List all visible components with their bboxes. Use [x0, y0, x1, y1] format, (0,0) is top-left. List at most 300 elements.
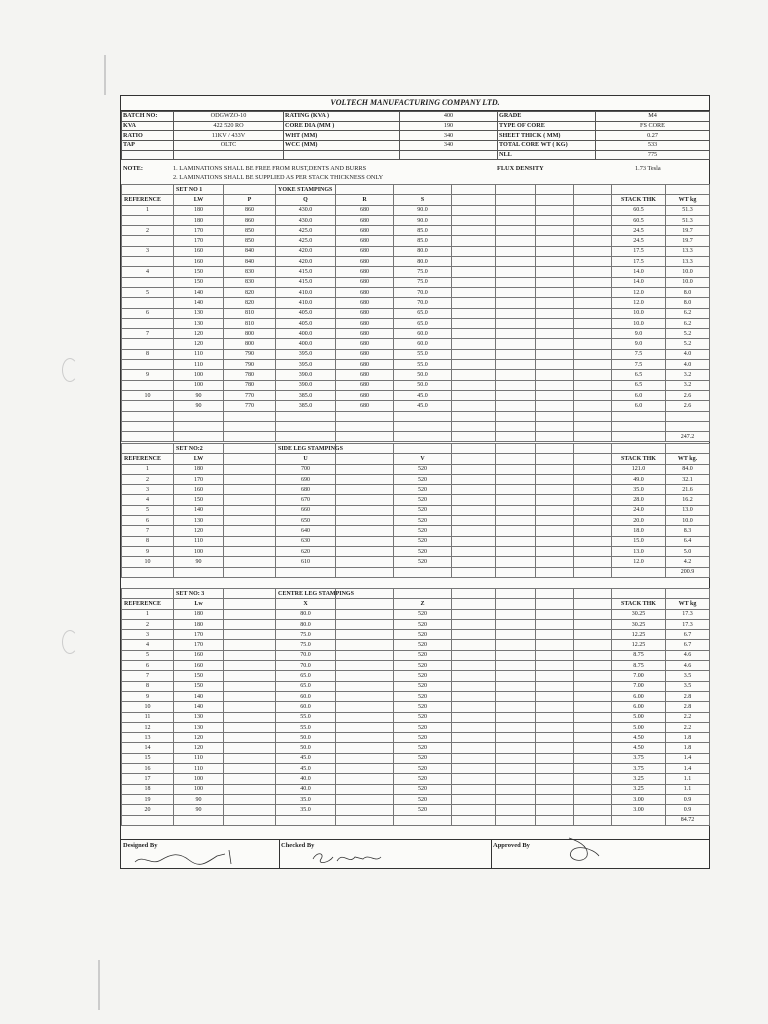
data-cell: 160	[174, 485, 224, 495]
empty-cell	[452, 432, 496, 442]
empty-cell	[452, 661, 496, 671]
data-row	[122, 784, 710, 794]
data-cell: 850	[224, 226, 276, 236]
data-cell: 3.75	[612, 764, 666, 774]
empty-cell	[666, 185, 710, 195]
empty-cell	[536, 712, 574, 722]
empty-cell	[496, 308, 536, 318]
data-cell: 49.0	[612, 474, 666, 484]
empty-cell	[122, 432, 174, 442]
empty-cell	[536, 702, 574, 712]
data-cell: 520	[394, 722, 452, 732]
data-cell: 8	[122, 536, 174, 546]
data-cell: 45.0	[394, 401, 452, 411]
data-cell: 35.0	[276, 794, 336, 804]
empty-cell	[496, 609, 536, 619]
empty-cell	[536, 774, 574, 784]
empty-cell	[496, 536, 536, 546]
empty-cell	[224, 526, 276, 536]
data-cell: 55.0	[394, 349, 452, 359]
column-header: P	[224, 195, 276, 205]
header-value: 775	[596, 150, 710, 160]
data-cell: 20.0	[612, 516, 666, 526]
data-cell: 110	[174, 536, 224, 546]
data-cell: 65.0	[394, 308, 452, 318]
data-cell: 4	[122, 267, 174, 277]
data-row	[122, 236, 710, 246]
data-cell: 50.0	[276, 743, 336, 753]
data-row	[122, 349, 710, 359]
data-cell: 60.0	[276, 702, 336, 712]
empty-cell	[574, 474, 612, 484]
empty-cell	[336, 784, 394, 794]
empty-cell	[224, 630, 276, 640]
header-row	[122, 150, 710, 160]
empty-cell	[536, 339, 574, 349]
data-cell: 10	[122, 702, 174, 712]
empty-cell	[336, 526, 394, 536]
data-cell: 60.5	[612, 205, 666, 215]
data-cell: 19.7	[666, 236, 710, 246]
data-cell: 7	[122, 671, 174, 681]
data-cell: 120	[174, 743, 224, 753]
empty-cell	[276, 815, 336, 825]
empty-cell	[452, 650, 496, 660]
empty-cell	[452, 557, 496, 567]
data-cell: 160	[174, 246, 224, 256]
empty-cell	[536, 205, 574, 215]
data-cell: 400.0	[276, 339, 336, 349]
empty-cell	[574, 722, 612, 732]
empty-cell	[394, 815, 452, 825]
data-cell: 35.0	[612, 485, 666, 495]
header-label: TOTAL CORE WT ( KG)	[498, 141, 596, 151]
data-cell: 13.0	[666, 505, 710, 515]
column-header: WT kg	[666, 195, 710, 205]
empty-cell	[574, 339, 612, 349]
data-cell: 840	[224, 257, 276, 267]
data-cell: 17.3	[666, 619, 710, 629]
empty-cell	[452, 411, 496, 421]
data-cell: 0.9	[666, 794, 710, 804]
data-row	[122, 339, 710, 349]
empty-cell	[452, 794, 496, 804]
data-cell: 17.5	[612, 257, 666, 267]
empty-cell	[536, 722, 574, 732]
data-cell: 6	[122, 308, 174, 318]
flux-density-value: 1.73 Tesla	[635, 165, 661, 172]
empty-cell	[452, 630, 496, 640]
data-cell: 520	[394, 516, 452, 526]
data-cell: 17	[122, 774, 174, 784]
data-cell: 4.0	[666, 360, 710, 370]
data-row	[122, 205, 710, 215]
binder-hole-1	[62, 358, 78, 382]
data-cell: 8	[122, 681, 174, 691]
data-cell: 680	[336, 360, 394, 370]
empty-cell	[452, 277, 496, 287]
data-cell: 75.0	[276, 630, 336, 640]
data-cell: 680	[336, 390, 394, 400]
stampings-title: YOKE STAMPINGS	[276, 185, 336, 195]
empty-cell	[452, 774, 496, 784]
empty-cell	[574, 712, 612, 722]
data-cell: 30.25	[612, 609, 666, 619]
data-cell: 680	[336, 401, 394, 411]
data-cell: 100	[174, 370, 224, 380]
empty-cell	[452, 298, 496, 308]
empty-cell	[536, 236, 574, 246]
data-cell: 400.0	[276, 329, 336, 339]
data-cell: 20	[122, 805, 174, 815]
empty-cell	[536, 464, 574, 474]
data-cell: 60.0	[394, 339, 452, 349]
empty-cell	[496, 474, 536, 484]
empty-cell	[536, 380, 574, 390]
data-cell: 15.0	[612, 536, 666, 546]
empty-cell	[574, 640, 612, 650]
empty-cell	[452, 226, 496, 236]
empty-cell	[496, 432, 536, 442]
data-cell: 170	[174, 236, 224, 246]
data-cell: 9.0	[612, 329, 666, 339]
data-row	[122, 526, 710, 536]
empty-cell	[666, 444, 710, 454]
empty-cell	[452, 401, 496, 411]
empty-cell	[574, 661, 612, 671]
data-cell: 680	[336, 287, 394, 297]
data-row	[122, 474, 710, 484]
empty-cell	[496, 619, 536, 629]
empty-cell	[496, 681, 536, 691]
empty-cell	[336, 567, 394, 577]
empty-cell	[536, 485, 574, 495]
empty-cell	[224, 671, 276, 681]
empty-cell	[496, 815, 536, 825]
data-row	[122, 546, 710, 556]
data-cell: 80.0	[276, 619, 336, 629]
data-cell: 680	[336, 267, 394, 277]
empty-cell	[452, 546, 496, 556]
data-cell: 50.0	[276, 733, 336, 743]
header-label: WCC (MM)	[284, 141, 400, 151]
empty-cell	[574, 743, 612, 753]
data-cell: 60.0	[394, 329, 452, 339]
empty-cell	[224, 411, 276, 421]
empty-cell	[224, 546, 276, 556]
empty-cell	[666, 411, 710, 421]
empty-cell	[336, 702, 394, 712]
empty-cell	[122, 185, 174, 195]
data-cell: 12	[122, 722, 174, 732]
empty-cell	[536, 454, 574, 464]
data-cell: 4.0	[666, 349, 710, 359]
empty-cell	[496, 702, 536, 712]
data-cell: 800	[224, 329, 276, 339]
empty-cell	[536, 516, 574, 526]
column-header: Z	[394, 599, 452, 609]
empty-cell	[496, 215, 536, 225]
empty-cell	[574, 318, 612, 328]
data-cell: 18.0	[612, 526, 666, 536]
data-cell	[122, 236, 174, 246]
data-cell: 680	[336, 380, 394, 390]
data-cell: 430.0	[276, 205, 336, 215]
empty-cell	[612, 185, 666, 195]
empty-cell	[224, 753, 276, 763]
data-row	[122, 464, 710, 474]
empty-cell	[496, 650, 536, 660]
data-row	[122, 691, 710, 701]
data-cell: 6	[122, 516, 174, 526]
data-cell: 12.0	[612, 298, 666, 308]
empty-cell	[336, 743, 394, 753]
empty-cell	[224, 589, 276, 599]
data-cell: 65.0	[276, 681, 336, 691]
data-cell	[122, 380, 174, 390]
data-cell: 100	[174, 784, 224, 794]
data-cell: 85.0	[394, 236, 452, 246]
empty-cell	[496, 722, 536, 732]
data-cell: 3.25	[612, 774, 666, 784]
data-cell: 680	[336, 318, 394, 328]
empty-cell	[174, 815, 224, 825]
data-cell: 660	[276, 505, 336, 515]
data-cell	[122, 298, 174, 308]
data-cell: 6.0	[612, 401, 666, 411]
data-cell: 520	[394, 794, 452, 804]
empty-cell	[496, 370, 536, 380]
empty-cell	[574, 401, 612, 411]
empty-cell	[452, 691, 496, 701]
data-cell: 6.2	[666, 308, 710, 318]
data-cell: 770	[224, 401, 276, 411]
data-row	[122, 733, 710, 743]
empty-cell	[574, 349, 612, 359]
data-cell: 3	[122, 485, 174, 495]
empty-cell	[574, 671, 612, 681]
data-cell: 3.2	[666, 370, 710, 380]
header-label: BATCH NO:	[122, 112, 174, 122]
data-cell: 1.4	[666, 764, 710, 774]
data-cell: 51.3	[666, 205, 710, 215]
empty-cell	[496, 401, 536, 411]
empty-cell	[452, 360, 496, 370]
data-cell: 8	[122, 349, 174, 359]
data-cell: 90	[174, 390, 224, 400]
empty-cell	[574, 329, 612, 339]
header-value: 340	[400, 131, 498, 141]
data-cell: 130	[174, 712, 224, 722]
data-cell: 520	[394, 702, 452, 712]
data-cell: 160	[174, 650, 224, 660]
data-cell: 90	[174, 794, 224, 804]
empty-cell	[496, 495, 536, 505]
column-header: WT kg	[666, 599, 710, 609]
empty-cell	[452, 671, 496, 681]
data-cell: 55.0	[276, 722, 336, 732]
data-cell: 405.0	[276, 308, 336, 318]
data-cell: 830	[224, 277, 276, 287]
data-cell: 110	[174, 360, 224, 370]
data-cell: 395.0	[276, 349, 336, 359]
data-cell: 180	[174, 619, 224, 629]
header-value: 0.27	[596, 131, 710, 141]
empty-cell	[452, 640, 496, 650]
data-cell: 110	[174, 764, 224, 774]
empty-cell	[574, 411, 612, 421]
empty-cell	[536, 784, 574, 794]
empty-cell	[536, 226, 574, 236]
data-cell: 520	[394, 764, 452, 774]
header-value	[400, 150, 498, 160]
empty-cell	[496, 380, 536, 390]
data-cell: 1.4	[666, 753, 710, 763]
data-cell: 3.00	[612, 794, 666, 804]
empty-cell	[336, 432, 394, 442]
data-row	[122, 671, 710, 681]
data-cell: 700	[276, 464, 336, 474]
data-row	[122, 764, 710, 774]
data-cell	[122, 277, 174, 287]
data-cell: 24.5	[612, 226, 666, 236]
data-cell: 12.25	[612, 630, 666, 640]
empty-cell	[452, 681, 496, 691]
empty-cell	[452, 349, 496, 359]
empty-cell	[496, 236, 536, 246]
empty-cell	[574, 444, 612, 454]
data-cell: 520	[394, 805, 452, 815]
data-cell: 90	[174, 805, 224, 815]
centre-leg-stampings-table	[121, 588, 710, 826]
data-cell: 680	[336, 298, 394, 308]
data-cell: 5	[122, 650, 174, 660]
empty-cell	[452, 390, 496, 400]
empty-cell	[336, 495, 394, 505]
empty-cell	[224, 454, 276, 464]
data-cell: 19.7	[666, 226, 710, 236]
empty-cell	[452, 815, 496, 825]
empty-cell	[224, 536, 276, 546]
data-cell: 3.25	[612, 784, 666, 794]
data-cell: 770	[224, 390, 276, 400]
data-cell: 1.1	[666, 774, 710, 784]
header-label: TAP	[122, 141, 174, 151]
empty-cell	[496, 671, 536, 681]
empty-cell	[496, 195, 536, 205]
data-row	[122, 722, 710, 732]
data-cell: 170	[174, 226, 224, 236]
data-cell: 1.8	[666, 743, 710, 753]
empty-cell	[574, 805, 612, 815]
column-header: STACK THK	[612, 599, 666, 609]
empty-cell	[536, 444, 574, 454]
empty-cell	[224, 516, 276, 526]
data-cell: 425.0	[276, 226, 336, 236]
empty-cell	[122, 444, 174, 454]
data-cell: 35.0	[276, 805, 336, 815]
data-cell: 395.0	[276, 360, 336, 370]
empty-cell	[452, 619, 496, 629]
data-cell: 19	[122, 794, 174, 804]
empty-cell	[224, 485, 276, 495]
data-cell: 610	[276, 557, 336, 567]
empty-cell	[336, 712, 394, 722]
data-cell: 520	[394, 784, 452, 794]
empty-cell	[496, 205, 536, 215]
empty-cell	[574, 619, 612, 629]
data-cell: 10.0	[612, 308, 666, 318]
empty-cell	[336, 557, 394, 567]
empty-cell	[496, 630, 536, 640]
data-cell: 410.0	[276, 287, 336, 297]
data-cell: 640	[276, 526, 336, 536]
data-cell: 13.3	[666, 257, 710, 267]
empty-cell	[574, 432, 612, 442]
data-cell: 21.6	[666, 485, 710, 495]
total-row	[122, 815, 710, 825]
data-cell: 1	[122, 609, 174, 619]
data-cell: 415.0	[276, 277, 336, 287]
empty-cell	[452, 526, 496, 536]
data-cell: 790	[224, 349, 276, 359]
data-cell: 680	[336, 246, 394, 256]
set-title-row	[122, 185, 710, 195]
data-cell: 6.7	[666, 630, 710, 640]
data-cell: 3	[122, 246, 174, 256]
empty-cell	[574, 257, 612, 267]
empty-cell	[452, 567, 496, 577]
empty-cell	[452, 753, 496, 763]
empty-cell	[452, 308, 496, 318]
column-header-row	[122, 454, 710, 464]
empty-cell	[666, 421, 710, 431]
data-cell: 100	[174, 774, 224, 784]
column-header: Q	[276, 195, 336, 205]
empty-cell	[574, 246, 612, 256]
data-cell: 800	[224, 339, 276, 349]
empty-cell	[276, 432, 336, 442]
data-cell: 12.25	[612, 640, 666, 650]
data-cell: 4.6	[666, 650, 710, 660]
data-cell: 3	[122, 630, 174, 640]
empty-cell	[536, 599, 574, 609]
empty-cell	[574, 195, 612, 205]
data-cell: 2.2	[666, 722, 710, 732]
data-cell: 520	[394, 546, 452, 556]
data-cell: 70.0	[394, 287, 452, 297]
data-cell: 520	[394, 753, 452, 763]
binder-hole-2	[62, 630, 78, 654]
header-value: 11KV / 433V	[174, 131, 284, 141]
data-row	[122, 277, 710, 287]
empty-cell	[452, 454, 496, 464]
empty-cell	[574, 536, 612, 546]
data-cell	[122, 215, 174, 225]
empty-cell	[574, 630, 612, 640]
empty-cell	[574, 609, 612, 619]
data-cell: 6	[122, 661, 174, 671]
empty-cell	[536, 526, 574, 536]
data-cell: 8.3	[666, 526, 710, 536]
header-value: 190	[400, 121, 498, 131]
data-cell: 9	[122, 546, 174, 556]
data-cell: 170	[174, 630, 224, 640]
empty-cell	[536, 661, 574, 671]
data-row	[122, 702, 710, 712]
data-cell: 420.0	[276, 246, 336, 256]
empty-cell	[496, 485, 536, 495]
